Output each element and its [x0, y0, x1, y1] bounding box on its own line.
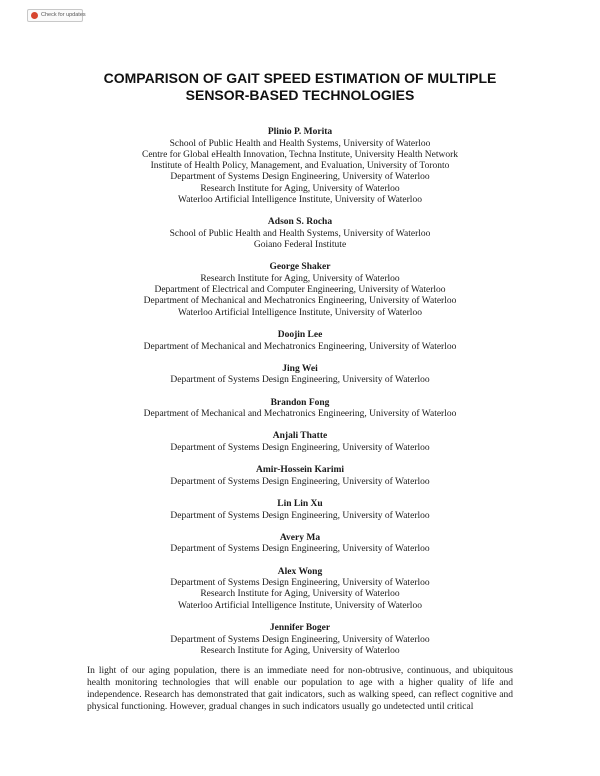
author-name: Avery Ma	[279, 532, 321, 543]
title-line-2: SENSOR-BASED TECHNOLOGIES	[185, 87, 415, 103]
author-name: Lin Lin Xu	[277, 499, 323, 510]
author-name: Plinio P. Morita	[267, 127, 333, 137]
check-for-updates-icon	[31, 12, 38, 19]
author-affiliation: Department of Systems Design Engineering, University of Waterloo	[170, 172, 430, 183]
author-affiliation: Goiano Federal Institute	[253, 240, 347, 251]
author-block	[40, 127, 560, 206]
author-name: Jennifer Boger	[269, 623, 331, 634]
author-block	[40, 533, 560, 556]
author-affiliation: Department of Systems Design Engineering, University of Waterloo	[170, 544, 430, 555]
author-affiliation: Waterloo Artificial Intelligence Institute, University of Waterloo	[178, 307, 422, 318]
paper-title	[60, 70, 540, 104]
author-block	[40, 567, 560, 612]
author-affiliation: Institute of Health Policy, Management, and Evaluation, University of Toronto	[150, 161, 450, 172]
author-affiliation: Department of Systems Design Engineering, University of Waterloo	[170, 442, 430, 453]
author-block	[40, 262, 560, 319]
author-affiliation: Research Institute for Aging, University of Waterloo	[200, 183, 400, 194]
author-affiliation: Department of Mechanical and Mechatronics Engineering, University of Waterloo	[143, 296, 457, 307]
author-affiliation: School of Public Health and Health Systems, University of Waterloo	[169, 228, 431, 239]
author-affiliation: Department of Mechanical and Mechatronics Engineering, University of Waterloo	[143, 341, 457, 352]
author-affiliation: Department of Systems Design Engineering, University of Waterloo	[170, 578, 430, 589]
author-affiliation: Department of Systems Design Engineering, University of Waterloo	[170, 510, 430, 521]
author-block	[40, 431, 560, 454]
author-affiliation: Department of Systems Design Engineering, University of Waterloo	[170, 476, 430, 487]
title-line-1: COMPARISON OF GAIT SPEED ESTIMATION OF MULTIPLE	[103, 70, 497, 86]
author-affiliation: Centre for Global eHealth Innovation, Techna Institute, University Health Network	[141, 149, 458, 160]
author-name: Anjali Thatte	[272, 431, 328, 442]
author-affiliation: Department of Systems Design Engineering, University of Waterloo	[170, 375, 430, 386]
author-block	[40, 398, 560, 421]
author-name: Doojin Lee	[277, 330, 323, 341]
author-block	[40, 330, 560, 353]
author-name: Brandon Fong	[270, 397, 330, 408]
author-name: Amir-Hossein Karimi	[255, 465, 345, 476]
author-affiliation: Waterloo Artificial Intelligence Institute, University of Waterloo	[178, 600, 422, 611]
author-block	[40, 364, 560, 387]
author-affiliation: Waterloo Artificial Intelligence Institute, University of Waterloo	[178, 194, 422, 205]
badge-label: Check for updates	[41, 11, 86, 18]
author-block	[40, 465, 560, 488]
author-name: George Shaker	[269, 262, 331, 273]
author-name: Jing Wei	[282, 363, 318, 374]
author-affiliation: Department of Systems Design Engineering, University of Waterloo	[170, 634, 430, 645]
author-affiliation: Department of Electrical and Computer Engineering, University of Waterloo	[154, 285, 446, 296]
author-affiliation: Research Institute for Aging, University of Waterloo	[200, 645, 400, 656]
abstract-text: In light of our aging population, there is an immediate need for non-obtrusive, continuous, and ubiquitous health monitoring technologies that will enable our population to age with a higher quality of life and independence. Research has demonstrated that gait indicators, such as walking speed, can reflect cognitive and physical functioning. However, gradual changes in such indicators usually go undetected until critical	[87, 666, 513, 712]
check-for-updates-badge[interactable]	[27, 9, 86, 22]
author-affiliation: Research Institute for Aging, University of Waterloo	[200, 589, 400, 600]
author-name: Alex Wong	[277, 566, 323, 577]
author-block	[40, 217, 560, 251]
author-affiliation: Research Institute for Aging, University of Waterloo	[200, 273, 400, 284]
author-affiliation: School of Public Health and Health Systems, University of Waterloo	[169, 138, 431, 149]
author-affiliation: Department of Mechanical and Mechatronics Engineering, University of Waterloo	[143, 409, 457, 420]
author-list	[40, 127, 560, 668]
author-block	[40, 623, 560, 657]
author-name: Adson S. Rocha	[267, 217, 333, 228]
author-block	[40, 499, 560, 522]
